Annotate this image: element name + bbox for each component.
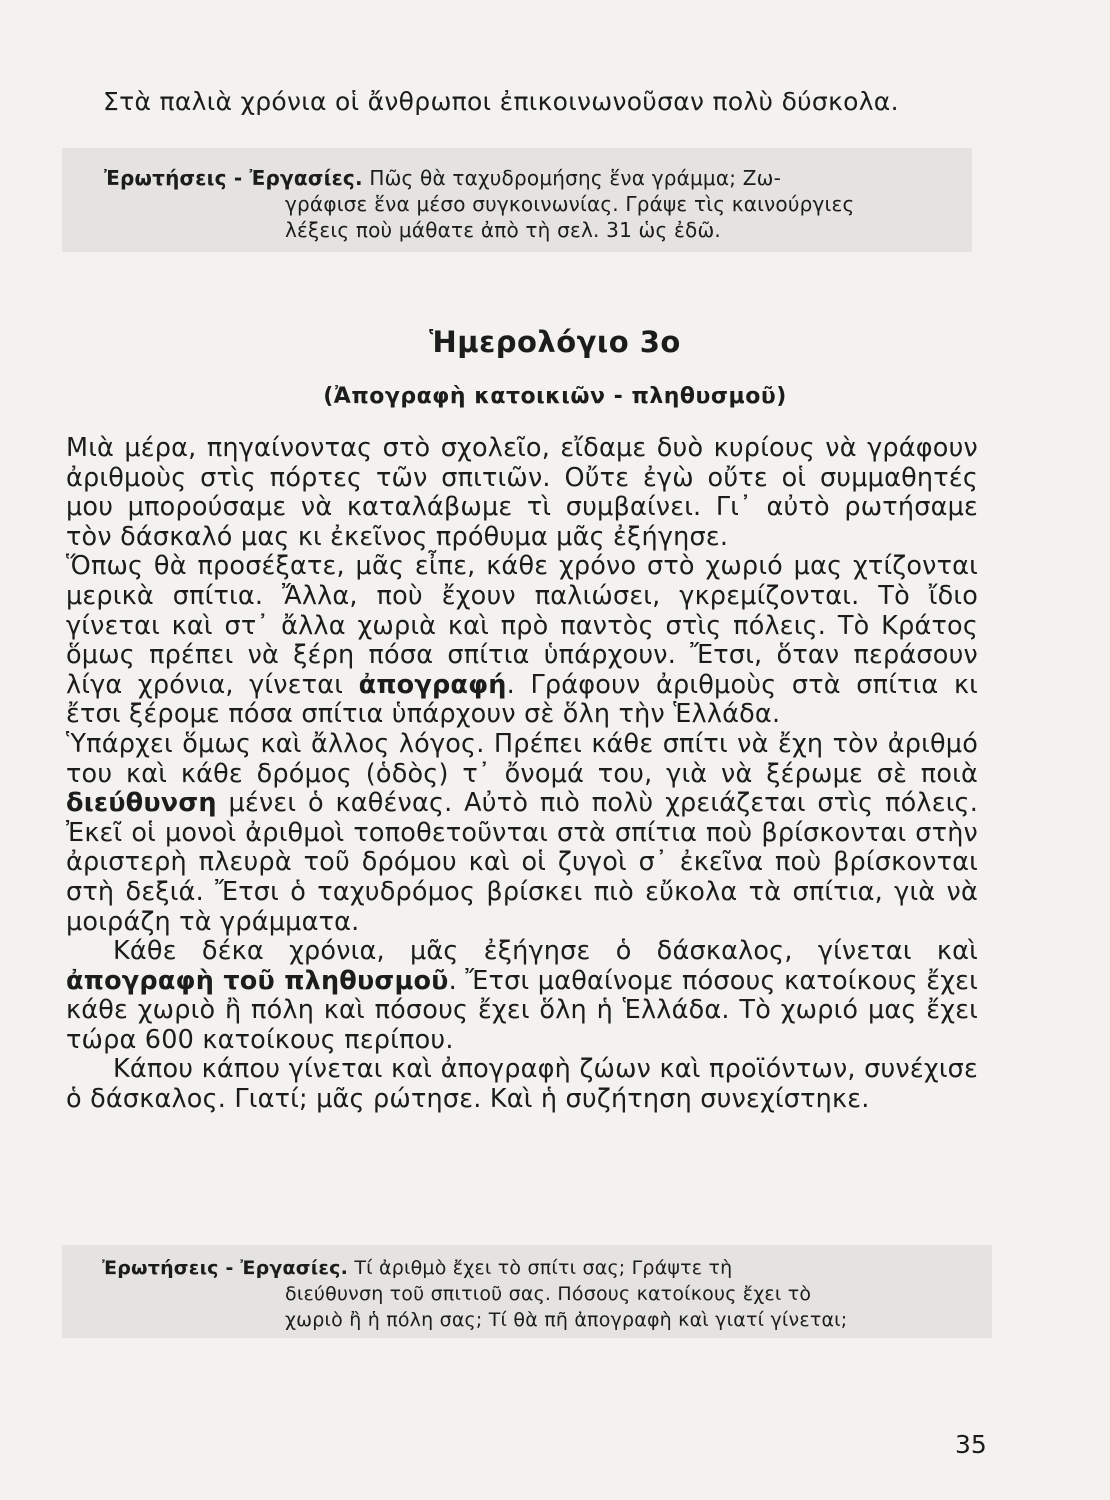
questions-1-line-2: γράφισε ἕνα μέσο συγκοινωνίας. Γράψε τὶς καινούργιες — [285, 192, 855, 216]
paragraph-3-text-a: Ὑπάρχει ὅμως καὶ ἄλλος λόγος. Πρέπει κάθε σπίτι νὰ ἔχη τὸν ἀριθμό του καὶ κάθε δρόμος (ὁδὸς) τ᾿ ὄνομά του, γιὰ νὰ ξέρωμε σὲ ποιὰ — [66, 728, 978, 789]
paragraph-4-text-a: Κάθε δέκα χρόνια, μᾶς ἐξήγησε ὁ δάσκαλος, γίνεται καὶ — [113, 936, 978, 967]
page-number: 35 — [955, 1430, 987, 1459]
diary-heading: Ἡμερολόγιο 3ο — [429, 325, 681, 359]
paragraph-3-text-b: μένει ὁ καθένας. Αὐτὸ πιὸ πολὺ χρειάζεται στὶς πόλεις. Ἐκεῖ οἱ μονοὶ ἀριθμοὶ τοποθετοῦνται στὰ σπίτια ποὺ βρίσκονται στὴν ἀριστερὴ πλευρὰ τοῦ δρόμου καὶ οἱ ζυγοὶ σ᾿ ἐκεῖνα ποὺ βρίσκονται στὴ δεξιά. Ἔτσι ὁ ταχυδρόμος βρίσκει πιὸ εὔκολα τὰ σπίτια, γιὰ νὰ μοιράζη τὰ γράμματα. — [66, 788, 979, 937]
paragraph-4-text-b: . Ἔτσι μαθαίνομε πόσους κατοίκους ἔχει κάθε χωριὸ ἢ πόλη καὶ πόσους ἔχει ὅλη ἡ Ἑλλάδα. Τὸ χωριό μας ἔχει τώρα 600 κατοίκους περίπου. — [66, 965, 978, 1055]
paragraph-3 — [66, 730, 978, 937]
paragraph-2 — [66, 552, 978, 730]
questions-1-line-3: λέξεις ποὺ μάθατε ἀπὸ τὴ σελ. 31 ὡς ἐδῶ. — [285, 218, 721, 242]
diary-subheading: (Ἀπογραφὴ κατοικιῶν - πληθυσμοῦ) — [323, 384, 787, 409]
term-dieuthynsi: διεύθυνση — [66, 788, 217, 819]
paragraph-5: Κάπου κάπου γίνεται καὶ ἀπογραφὴ ζώων καὶ προϊόντων, συνέχισε ὁ δάσκαλος. Γιατί; μᾶς ρώτησε. Καὶ ἡ συζήτηση συνεχίστηκε. — [66, 1054, 978, 1115]
term-apografi-plithysmou: ἀπογραφὴ τοῦ πληθυσμοῦ — [66, 965, 449, 996]
intro-sentence: Στὰ παλιὰ χρόνια οἱ ἄνθρωποι ἐπικοινωνοῦσαν πολὺ δύσκολα. — [103, 87, 899, 116]
paragraph-1: Μιὰ μέρα, πηγαίνοντας στὸ σχολεῖο, εἴδαμε δυὸ κυρίους νὰ γράφουν ἀριθμοὺς στὶς πόρτες τῶν σπιτιῶν. Οὔτε ἐγὼ οὔτε οἱ συμμαθητές μου μπορούσαμε νὰ καταλάβωμε τὶ συμβαίνει. Γι᾿ αὐτὸ ρωτήσαμε τὸν δάσκαλό μας κι ἐκεῖνος πρόθυμα μᾶς ἐξήγησε. — [66, 433, 978, 552]
questions-text-1 — [104, 165, 944, 243]
paragraph-2-text-b: . Γράφουν ἀριθμοὺς στὰ σπίτια κι ἔτσι ξέρομε πόσα σπίτια ὑπάρχουν σὲ ὅλη τὴν Ἑλλάδα. — [66, 669, 978, 730]
questions-2-line-3: χωριὸ ἢ ἡ πόλη σας; Τί θὰ πῆ ἀπογραφὴ καὶ γιατί γίνεται; — [285, 1309, 848, 1331]
questions-label-2: Ἐρωτήσεις - Ἐργασίες. — [102, 1257, 349, 1279]
paragraph-2-text-a: Ὅπως θὰ προσέξατε, μᾶς εἶπε, κάθε χρόνο στὸ χωριό μας χτίζονται μερικὰ σπίτια. Ἄλλα, ποὺ ἔχουν παλιώσει, γκρεμίζονται. Τὸ ἴδιο γίνεται καὶ στ᾿ ἄλλα χωριὰ καὶ πρὸ παντὸς στὶς πόλεις. Τὸ Κράτος ὅμως πρέπει νὰ ξέρη πόσα σπίτια ὑπάρχουν. Ἔτσι, ὅταν περάσουν λίγα χρόνια, γίνεται — [66, 551, 978, 700]
body-text — [66, 434, 978, 1115]
questions-2-line-2: διεύθυνση τοῦ σπιτιοῦ σας. Πόσους κατοίκους ἔχει τὸ — [285, 1283, 812, 1305]
paragraph-4 — [66, 937, 978, 1055]
questions-box-1 — [62, 148, 972, 252]
questions-2-line-1: Τί ἀριθμὸ ἔχει τὸ σπίτι σας; Γράψτε τὴ — [354, 1257, 733, 1279]
questions-1-line-1: Πῶς θὰ ταχυδρομήσης ἕνα γράμμα; Ζω- — [369, 166, 782, 190]
questions-text-2 — [102, 1255, 972, 1333]
term-apografi: ἀπογραφή — [358, 669, 507, 700]
questions-label-1: Ἐρωτήσεις - Ἐργασίες. — [104, 166, 363, 190]
questions-box-2 — [62, 1245, 992, 1338]
